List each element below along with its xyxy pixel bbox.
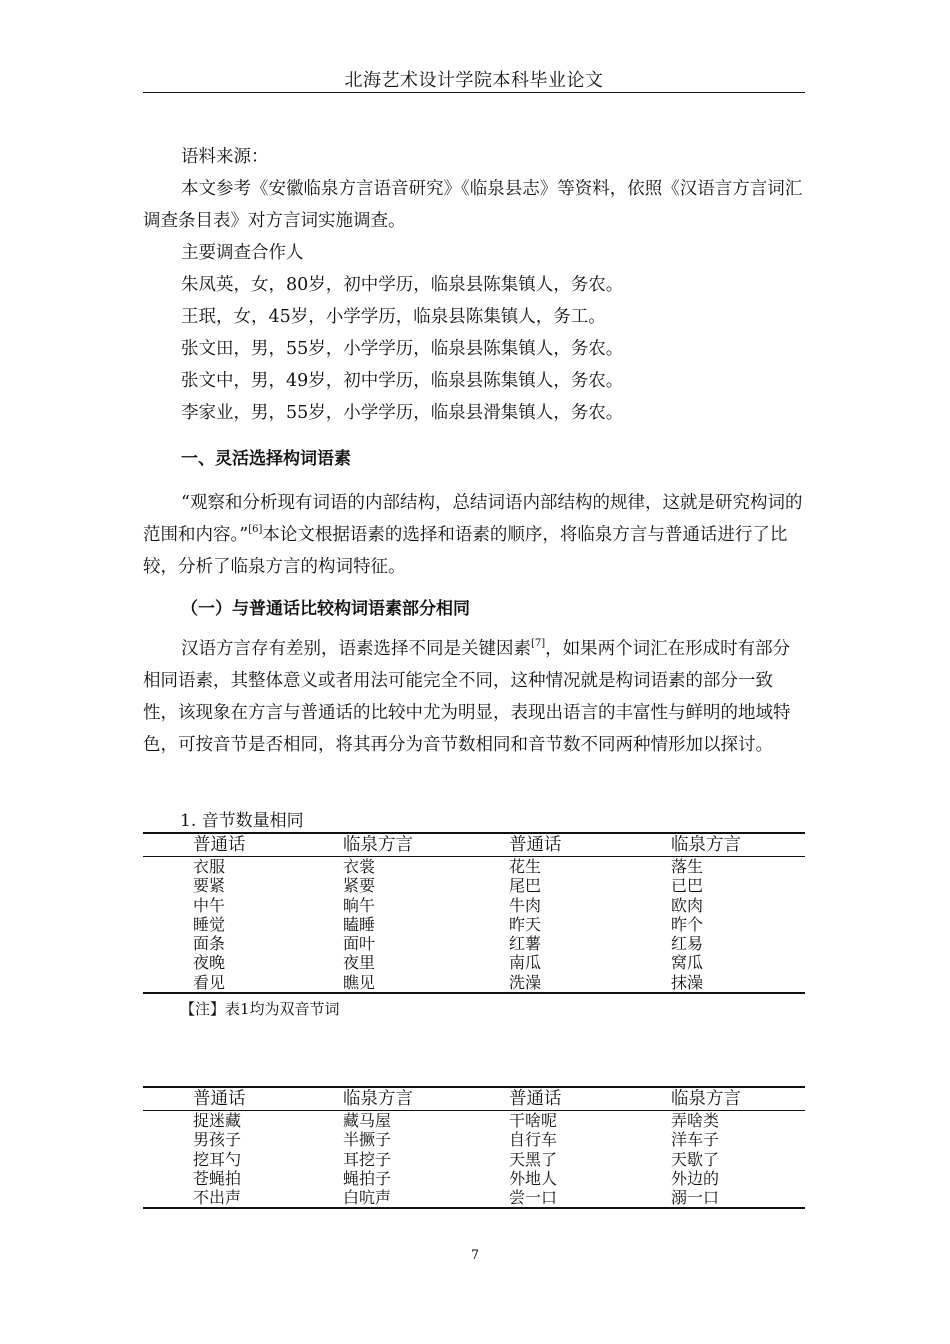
table-cell: 落生 [671, 857, 704, 876]
column-header: 普通话 [509, 1087, 671, 1111]
table-row [143, 934, 805, 953]
table-cell: 牛肉 [509, 895, 542, 915]
quote-text: “观察和分析现有词语的内部结构，总结词语内部结构的规律，这就是研究构词的范围和内容。” [143, 493, 803, 545]
collaborators-label: 主要调查合作人 [181, 243, 304, 263]
table-cell: 溺一口 [671, 1188, 805, 1208]
citation-ref: [7] [531, 638, 546, 649]
collaborator-line: 张文田，男，55岁，小学学历，临泉县陈集镇人，务农。 [181, 339, 624, 359]
table-cell: 苍蝇拍 [193, 1168, 242, 1188]
column-header: 临泉方言 [671, 833, 805, 857]
table-cell: 洗澡 [509, 973, 671, 993]
column-header: 普通话 [509, 833, 671, 857]
column-header: 临泉方言 [343, 1087, 509, 1111]
word-table-2 [143, 1086, 805, 1209]
table-cell: 藏马屋 [343, 1111, 392, 1130]
sources-paragraph: 本文参考《安徽临泉方言语音研究》《临泉县志》等资料，依照《汉语言方言词汇调查条目表》对方言词实施调查。 [143, 179, 803, 231]
table-cell: 窝瓜 [671, 953, 704, 973]
column-header: 普通话 [143, 1087, 343, 1111]
table-row [143, 876, 805, 895]
table-cell: 昨天 [509, 914, 542, 934]
table-cell: 夜晚 [193, 953, 226, 973]
table-header-row [143, 833, 805, 857]
table-row [143, 973, 805, 993]
table-cell: 晌午 [343, 895, 376, 915]
word-table-1 [143, 832, 805, 994]
table-row [143, 1169, 805, 1188]
table-cell: 弄啥类 [671, 1111, 720, 1130]
table-cell: 红易 [671, 934, 704, 954]
table-row [143, 915, 805, 934]
table-row [143, 857, 805, 877]
table-cell: 天黑了 [509, 1149, 558, 1169]
table-cell: 欧肉 [671, 895, 704, 915]
table-cell: 衣裳 [343, 857, 376, 876]
table-cell: 红薯 [509, 934, 542, 954]
table-cell: 蝇拍子 [343, 1168, 392, 1188]
table-cell: 已巴 [671, 876, 704, 896]
table-cell: 要紧 [193, 876, 226, 896]
table-cell: 南瓜 [509, 953, 542, 973]
table-cell: 睡觉 [193, 914, 226, 934]
table-row [143, 1130, 805, 1149]
table-cell: 看见 [143, 973, 343, 993]
table-row [143, 1111, 805, 1131]
table-cell: 半撅子 [343, 1130, 392, 1150]
collaborator-line: 李家业，男，55岁，小学学历，临泉县滑集镇人，务农。 [181, 403, 624, 423]
table-row [143, 1150, 805, 1169]
page-header: 北海艺术设计学院本科毕业论文 [344, 70, 604, 91]
table-cell: 夜里 [343, 953, 376, 973]
table-row [143, 1188, 805, 1208]
table-note: 【注】表1均为双音节词 [180, 1000, 340, 1018]
column-header: 临泉方言 [671, 1087, 805, 1111]
table-cell: 外边的 [671, 1168, 720, 1188]
header-rule [143, 92, 805, 93]
table-cell: 外地人 [509, 1168, 558, 1188]
table-caption: 1. 音节数量相同 [180, 811, 304, 831]
table-cell: 面条 [193, 934, 226, 954]
subsection-heading: （一）与普通话比较构词语素部分相同 [181, 599, 470, 619]
table-cell: 抹澡 [671, 973, 805, 993]
collaborator-line: 王珉，女，45岁，小学学历，临泉县陈集镇人，务工。 [181, 307, 606, 327]
table-cell: 自行车 [509, 1130, 558, 1150]
table-cell: 耳挖子 [343, 1149, 392, 1169]
column-header: 普通话 [143, 833, 343, 857]
table-cell: 挖耳勺 [193, 1149, 242, 1169]
table-cell: 中午 [193, 895, 226, 915]
paragraph-start: 汉语方言存有差别，语素选择不同是关键因素 [181, 639, 531, 659]
table-cell: 不出声 [143, 1188, 343, 1208]
table-cell: 白吭声 [343, 1188, 509, 1208]
sources-label: 语料来源： [181, 147, 269, 167]
table-cell: 瞧见 [343, 973, 509, 993]
citation-ref: [6] [248, 524, 263, 535]
table-cell: 瞌睡 [343, 914, 376, 934]
table-cell: 花生 [509, 857, 542, 876]
section-paragraph [143, 487, 805, 583]
table-cell: 洋车子 [671, 1130, 720, 1150]
table-cell: 衣服 [193, 857, 226, 876]
table-cell: 尾巴 [509, 876, 542, 896]
subsection-paragraph [143, 633, 805, 761]
table-cell: 天歇了 [671, 1149, 720, 1169]
table-cell: 昨个 [671, 914, 704, 934]
paragraph-rest: 本论文根据语素的选择和语素的顺序，将临泉方言与普通话进行了比较，分析了临泉方言的构词特征。 [143, 525, 788, 577]
table-cell: 捉迷藏 [193, 1111, 242, 1130]
table-cell: 干啥呢 [509, 1111, 558, 1130]
paragraph-rest: ，如果两个词汇在形成时有部分相同语素，其整体意义或者用法可能完全不同，这种情况就是构词语素的部分一致性，该现象在方言与普通话的比较中尤为明显，表现出语言的丰富性与鲜明的地域特色，可按音节是否相同，将其再分为音节数相同和音节数不同两种情形加以探讨。 [143, 639, 791, 755]
table-cell: 男孩子 [193, 1130, 242, 1150]
section-heading: 一、灵活选择构词语素 [181, 449, 351, 469]
table-cell: 尝一口 [509, 1188, 671, 1208]
collaborator-line: 朱凤英，女，80岁，初中学历，临泉县陈集镇人，务农。 [181, 275, 624, 295]
table-header-row [143, 1087, 805, 1111]
page-number: 7 [470, 1248, 480, 1263]
table-row [143, 953, 805, 972]
table-row [143, 896, 805, 915]
table-cell: 面叶 [343, 934, 376, 954]
collaborator-line: 张文中，男，49岁，初中学历，临泉县陈集镇人，务农。 [181, 371, 624, 391]
column-header: 临泉方言 [343, 833, 509, 857]
body-text [143, 141, 805, 761]
table-cell: 紧要 [343, 876, 376, 896]
